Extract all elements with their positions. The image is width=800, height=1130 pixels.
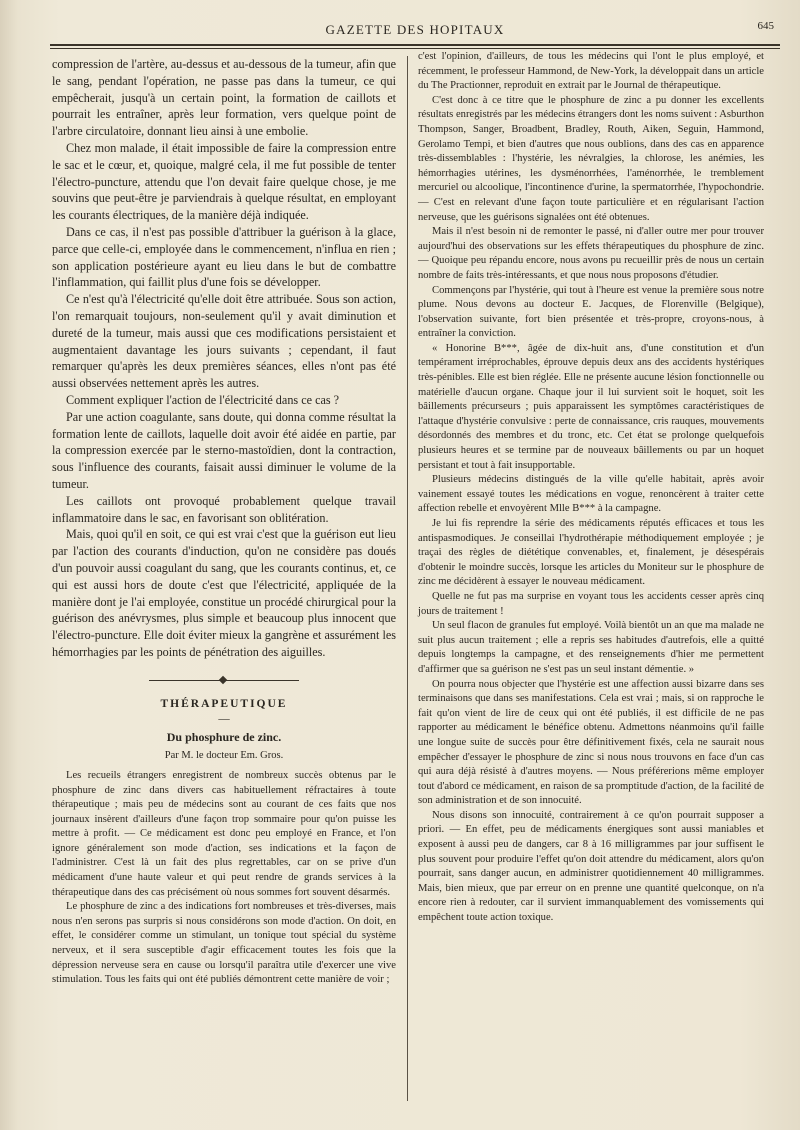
section-separator	[149, 677, 299, 683]
left-column	[52, 56, 396, 988]
aneurysm-article-continuation	[52, 56, 396, 661]
paragraph: C'est donc à ce titre que le phosphure de zinc a pu donner les excellents résultats enregistrés par les médecins étrangers dont les noms suivent : Asburthon Thompson, Sanger, Broadbent, Bradley, Routh, Aiken, Seguin, Hammond, Gerolamo Tempi, et bien d'autres que nous oublions, dans des cas en apparence très-dissemblables : l'hystérie, les névralgies, la chlorose, les anémies, les hémorrhagies utérines, les dysménorrhées, l'aménorrhée, le tremblement mercuriel ou alcoolique, l'incontinence d'urine, la spermatorrhée, l'hypochondrie. — C'est en relevant d'une façon toute particulière et en régularisant l'action nerveuse, que les guérisons signalées ont été obtenues.	[418, 94, 764, 223]
right-column	[418, 50, 764, 926]
observation-quote: « Honorine B***, âgée de dix-huit ans, d'une constitution et d'un tempérament irréprochables, éprouve depuis deux ans des accidents hystériques très-pénibles. Elle est bien réglée. Elle ne présente aucune lésion fonctionnelle ou matérielle d'aucun organe. Chaque jour il lui survient soit le hoquet, soit les bâillements précurseurs ; puis apparaissent les symptômes caractéristiques de l'attaque d'hystérie convulsive : perte de connaissance, cris rauques, mouvements désordonnés des membres et du tronc, etc. Cet état se prolonge quelquefois plusieurs heures et se termine par de nouveaux bâillements ou par un hoquet persistant et tout à fait insupportable.	[418, 342, 764, 471]
paragraph: Les recueils étrangers enregistrent de nombreux succès obtenus par le phosphure de zinc dans divers cas habituellement réfractaires à toute thérapeutique ; mais peu de médecins sont au courant de ces faits que nos journaux insèrent d'ailleurs d'une façon trop sommaire pour qu'on puisse les mettre à profit. — Ce médicament est donc peu employé en France, et l'on ignore généralement son mode d'action, ses indications et la façon de l'administrer. C'est là un fait des plus regrettables, car on se prive d'un médicament d'une haute valeur et qui peut rendre de grands services à la thérapeutique dans des cas précisément où nous sommes fort souvent désarmés.	[52, 769, 396, 898]
header-rule	[50, 44, 780, 46]
header-rule-thin	[50, 48, 780, 49]
article-title: Du phosphure de zinc.	[166, 730, 282, 745]
journal-title: GAZETTE DES HOPITAUX	[325, 22, 505, 37]
paragraph: Je lui fis reprendre la série des médicaments réputés efficaces et tous les antispasmodiques. Je conseillai l'hydrothérapie méthodiquement employée ; je traçai des règles de diététique convenables, et, finalement, je désespérais d'obtenir le moindre succès, lorsque les articles du Moniteur sur le phosphure de zinc me décidèrent à essayer le nouveau médicament.	[418, 518, 764, 588]
paragraph: Chez mon malade, il était impossible de faire la compression entre le sac et le cœur, et, quoique, malgré cela, il me fut possible de tenter l'électro-puncture, attendu que l'on devait faire quelque chose, je me souvins que peut-être je parviendrais à quelque résultat, en employant les courants électriques, de la manière déjà indiquée.	[52, 140, 396, 223]
paragraph: Un seul flacon de granules fut employé. Voilà bientôt un an que ma malade ne suit plus aucun traitement ; elle a repris ses habitudes d'autrefois, elle a quitté depuis longtemps la campagne, et des renseignements d'hier me permettent d'affirmer que sa guérison ne s'est pas un seul instant démentie. »	[418, 620, 764, 675]
page-number: 645	[757, 20, 774, 32]
paragraph: Mais il n'est besoin ni de remonter le passé, ni d'aller outre mer pour trouver aujourd'hui des observations sur les effets thérapeutiques du phosphure de zinc. — Quoique peu répandu encore, nous avons pu recueillir près de nous un certain nombre de faits très-intéressants, et que nous nous proposons d'étudier.	[418, 226, 764, 281]
section-heading: THÉRAPEUTIQUE	[160, 697, 288, 710]
paragraph: compression de l'artère, au-dessus et au-dessous de la tumeur, afin que le sang, pendant l'opération, ne passe pas dans la tumeur, ce qui empêcherait, jusqu'à un certain point, la formation de caillots et pourrait les entraîner, après leur formation, vers quelque point de l'arbre circulatoire, donnant lieu ainsi à une embolie.	[52, 57, 396, 139]
paragraph: Comment expliquer l'action de l'électricité dans ce cas ?	[66, 392, 340, 407]
paragraph: Ce n'est qu'à l'électricité qu'elle doit être attribuée. Sous son action, l'on remarquait toujours, non-seulement qu'il y avait diminution et dureté de la tumeur, mais aussi que ces modifications persistaient et augmentaient davantage les jours suivants ; cependant, il faut remarquer qu'après les deux premières séances, elles n'ont pas été aussi observées nettement après les autres.	[52, 292, 396, 391]
paragraph: Dans ce cas, il n'est pas possible d'attribuer la guérison à la glace, parce que celle-ci, employée dans le commencement, n'influa en rien ; son application postérieure ayant eu lieu dans le but de combattre l'inflammation, qui faillit plus d'une fois se développer.	[52, 224, 396, 290]
column-divider	[407, 56, 408, 1101]
paragraph: Les caillots ont provoqué probablement quelque travail inflammatoire dans le sac, en favorisant son oblitération.	[52, 493, 396, 525]
paragraph: Plusieurs médecins distingués de la ville qu'elle habitait, après avoir vainement essayé toutes les médications en vogue, renoncèrent à traiter cette affection rebelle et envoyèrent Mlle B*** à la campagne.	[418, 474, 764, 515]
paragraph: Nous disons son innocuité, contrairement à ce qu'on pourrait supposer a priori. — En effet, peu de médicaments énergiques sont aussi maniables et exposent à aussi peu de dangers, car 8 à 16 milligrammes par jour suffisent le plus souvent pour produire l'effet qu'on doit attendre du médicament, alors qu'on pourrait, sans danger aucun, en administrer quotidiennement 40 milligrammes. Mais, bien mieux, que par erreur on en prenne une quantité quelconque, on n'a encore rien à redouter, car il survient immanquablement des vomissements qui empêchent toute action toxique.	[418, 809, 764, 924]
paragraph: c'est l'opinion, d'ailleurs, de tous les médecins qui l'ont le plus employé, et récemment, le professeur Hammond, de New-York, la développait dans un article du The Practionner, reproduit en extrait par le Journal de thérapeutique.	[418, 51, 764, 92]
paragraph: Commençons par l'hystérie, qui tout à l'heure est venue la première sous notre plume. Nous devons au docteur E. Jacques, de Florenville (Belgique), l'observation suivante, fort bien présentée et très-propre, croyons-nous, à entraîner la conviction.	[418, 284, 764, 340]
phosphure-article-start	[52, 769, 396, 988]
paragraph: Par une action coagulante, sans doute, qui donna comme résultat la formation lente de caillots, laquelle doit avoir été aidée en partie, par la compression exercée par le sterno-mastoïdien, dont la contraction, sous l'influence des courants, faisait aussi diminuer le volume de la tumeur.	[52, 409, 396, 491]
page-header	[50, 14, 780, 42]
paragraph: Quelle ne fut pas ma surprise en voyant tous les accidents cesser après cinq jours de traitement !	[418, 590, 764, 617]
paragraph: On pourra nous objecter que l'hystérie est une affection aussi bizarre dans ses terminaisons que dans ses manifestations. Cela est vrai ; mais, si on rapproche le fait qu'on vient de lire de ceux qui ont été publiés, il est difficile de ne pas rapporter au médicament le bénéfice obtenu. Admettons néanmoins qu'il faille une longue suite de succès pour être définitivement fixés, cela ne saurait nous empêcher d'essayer le phosphure de zinc si nous nous trouvons en face d'un cas qui aura déjà résisté à d'autres moyens. — Nous préférerions même employer tout d'abord ce médicament, en raison de sa promptitude d'action, de la facilité de son administration et de son innocuité.	[418, 678, 764, 807]
heading-dash: —	[218, 713, 230, 726]
paragraph: Mais, quoi qu'il en soit, ce qui est vrai c'est que la guérison eut lieu par l'action des courants d'induction, qu'on ne considère pas doués d'un pouvoir aussi coagulant du sang, que les courants continus, et, ce qui est aussi hors de doute c'est que l'électricité, appliquée de la manière dont je l'ai employée, constitue un procédé chirurgical pour la guérison des anévrysmes, plus simple et beaucoup plus innocent que l'électro-puncture. Elle doit éviter mieux la gangrène et assurément les hémorrhagies par les points de pénétration des aiguilles.	[52, 527, 396, 659]
article-byline: Par M. le docteur Em. Gros.	[164, 749, 284, 761]
paragraph: Le phosphure de zinc a des indications fort nombreuses et très-diverses, mais nous n'en serons pas surpris si nous considérons son mode d'action. On doit, en effet, le considérer comme un stimulant, un tonique tout spécial du système nerveux, et il sera susceptible d'agir efficacement toutes les fois que la dépression nerveuse sera en cause ou lorsqu'il paraîtra utile d'exercer une vive stimulation. Tous les faits qui ont été publiés démontrent cette manière de voir ;	[52, 901, 396, 986]
